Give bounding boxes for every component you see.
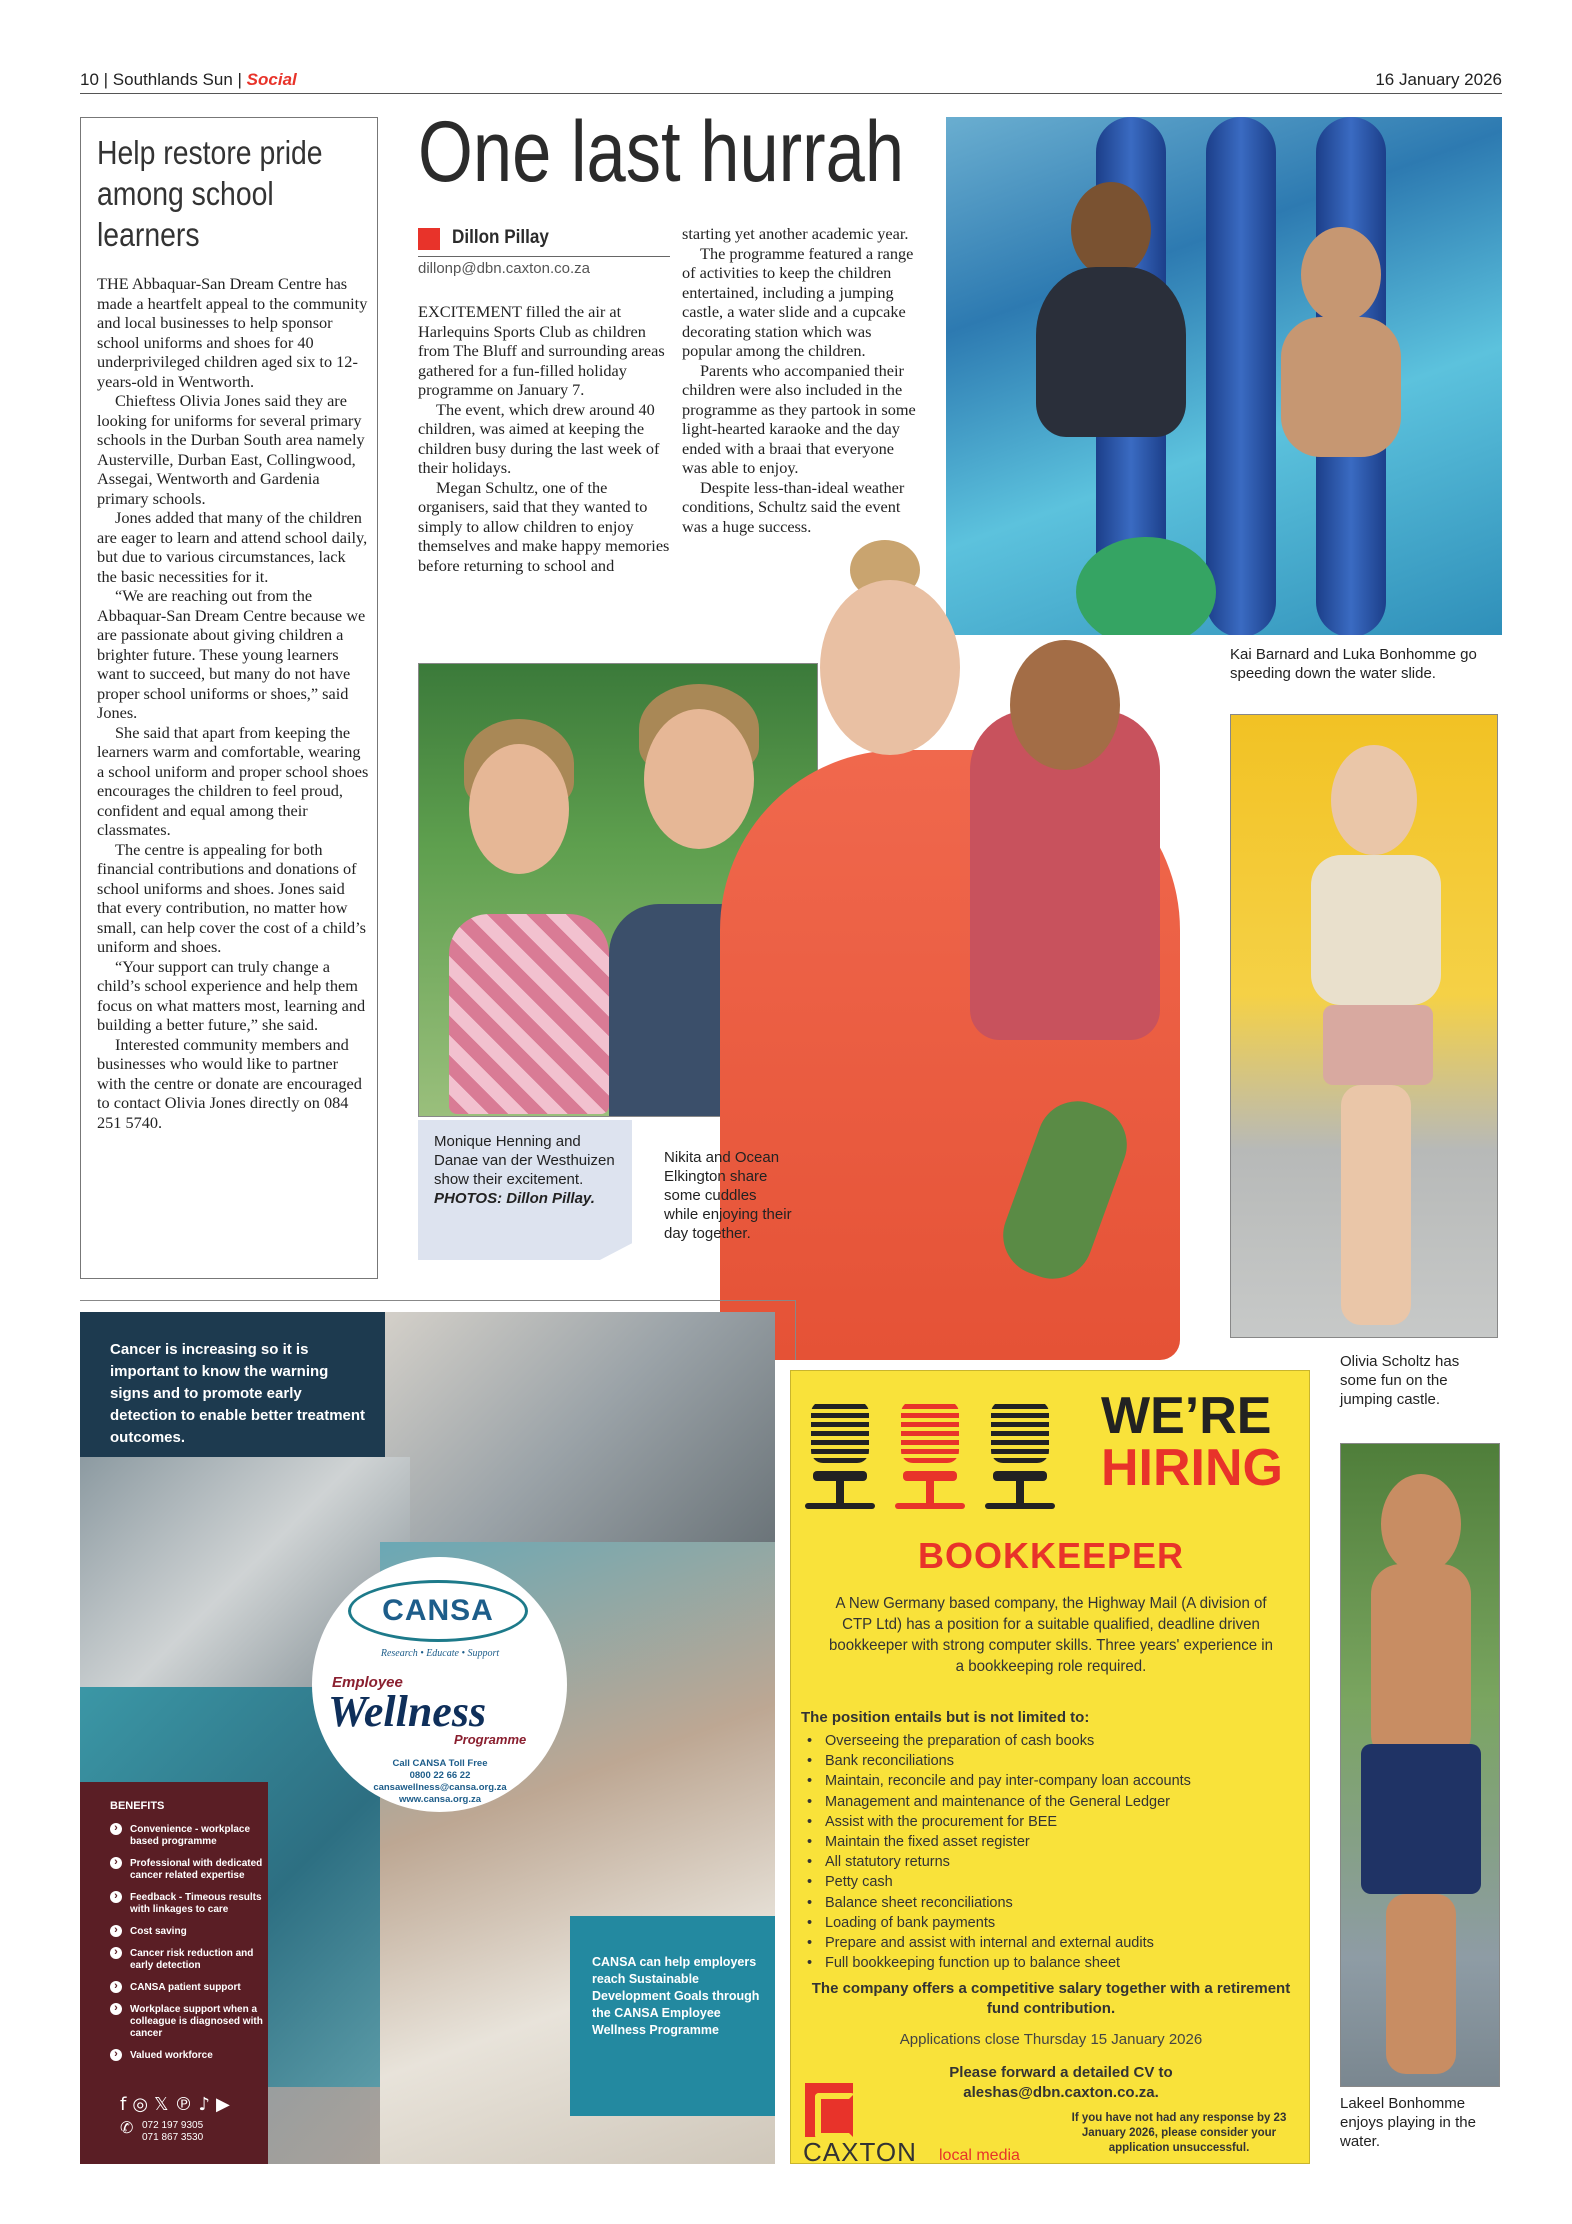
benefit-item: › CANSA patient support [110, 1982, 265, 1994]
hiring-headline-1: WE’RE [1101, 1387, 1272, 1445]
jumping-castle-photo [1230, 714, 1498, 1338]
whatsapp-numbers [120, 2120, 240, 2144]
shorts [1361, 1744, 1481, 1894]
contact-web[interactable]: www.cansa.org.za [398, 1794, 481, 1805]
call-label: Call CANSA Toll Free [392, 1758, 488, 1769]
benefits-title: BENEFITS [110, 1800, 165, 1812]
duties-list [805, 1731, 1285, 1973]
girl-face [469, 744, 569, 874]
job-title: BOOKKEEPER [917, 1535, 1185, 1576]
programme-label: Programme [454, 1732, 527, 1747]
child-face [1010, 640, 1120, 770]
duty-item: • All statutory returns [805, 1852, 1285, 1872]
duties-title: The position entails but is not limited to: [801, 1709, 1090, 1726]
hiring-advert [790, 1370, 1310, 2167]
caption-girls [434, 1132, 624, 1208]
duty-item: • Loading of bank payments [805, 1913, 1285, 1933]
main-article-paragraph: starting yet another academic year. [682, 224, 909, 243]
main-article-paragraph: The programme featured a range of activities to keep the children entertained, including a jumping castle, a water slide and a cupcake decorating station which was popular among the children. [682, 243, 914, 360]
brand-subtitle: local media [939, 2147, 1020, 2164]
side-article-body [97, 274, 369, 1132]
header-divider [80, 93, 1502, 94]
benefit-item: › Professional with dedicated cancer related expertise [110, 1858, 265, 1882]
shorts [1323, 1005, 1433, 1085]
hiring-headline-2: HIRING [1101, 1439, 1283, 1497]
side-article-title: Help restore pride among school learners [97, 134, 323, 253]
contact-email[interactable]: cansawellness@cansa.org.za [373, 1782, 507, 1793]
byline-marker [418, 228, 440, 250]
side-article-paragraph: “Your support can truly change a child’s school experience and help them focus on what matters most, learning and building a better future,” she said. [97, 956, 366, 1034]
duty-item: • Maintain, reconcile and pay inter-company loan accounts [805, 1771, 1285, 1791]
duty-item: • Assist with the procurement for BEE [805, 1812, 1285, 1832]
duty-item: • Bank reconciliations [805, 1751, 1285, 1771]
no-response-note: If you have not had any response by 23 January 2026, please consider your application unsuccessful. [1071, 2112, 1287, 2154]
cansa-contact [320, 1758, 560, 1806]
benefit-item: › Cost saving [110, 1926, 265, 1938]
child-body [1281, 317, 1401, 457]
closing-date: Applications close Thursday 15 January 2026 [899, 2031, 1203, 2048]
child-head [1301, 227, 1381, 322]
benefit-item: › Cancer risk reduction and early detection [110, 1948, 265, 1972]
cansa-advert [80, 1312, 775, 2164]
brand-name: CAXTON [803, 2137, 917, 2167]
main-article-column-2 [682, 224, 922, 536]
cansa-tagline: Research • Educate • Support [380, 1648, 500, 1659]
duty-item: • Management and maintenance of the General Ledger [805, 1792, 1285, 1812]
main-article-paragraph: Despite less-than-ideal weather conditions, Schultz said the event was a huge success. [682, 477, 905, 536]
side-article-paragraph: She said that apart from keeping the learners warm and comfortable, wearing a school uniform and proper school shoes encourages the children to feel proud, confident and equal among their classmates. [97, 722, 369, 839]
ad-photo [385, 1312, 775, 1542]
salary-offer: The company offers a competitive salary together with a retirement fund contribution. [811, 1980, 1291, 2017]
caption-kai-luka: Kai Barnard and Luka Bonhomme go speeding down the water slide. [1230, 646, 1477, 682]
legs [1386, 1894, 1456, 2074]
child-head [1071, 182, 1151, 277]
social-media-icons[interactable]: f◎𝕏℗♪▶ [120, 2094, 236, 2115]
photo-credit: PHOTOS: Dillon Pillay. [434, 1190, 595, 1207]
apply-instructions[interactable]: Please forward a detailed CV to aleshas@dbn.caxton.co.za. [949, 2064, 1173, 2101]
main-article-paragraph: The event, which drew around 40 children, was aimed at keeping the children busy during the last week of their holidays. [418, 399, 660, 477]
main-article-paragraph: Parents who accompanied their children were also included in the programme as they partook in some light-hearted karaoke and the day ended with a braai that everyone was able to enjoy. [682, 360, 916, 477]
side-article-paragraph: The centre is appealing for both financial contributions and donations of school uniforms and shoes. Jones said that every contribution, no matter how small, can help cover the cost of a child’s uniform and shoes. [97, 839, 367, 956]
duty-item: • Petty cash [805, 1872, 1285, 1892]
section-label: Social [246, 70, 297, 89]
child-head [1381, 1474, 1461, 1574]
sdg-text: CANSA can help employers reach Sustainable Development Goals through the CANSA Employee Wellness Programme [592, 1955, 760, 2037]
page-header-info [80, 70, 297, 90]
side-article-paragraph: “We are reaching out from the Abbaquar-San Dream Centre because we are passionate about giving children a brighter future. These young learners want to succeed, but many do not have proper school uniforms or shoes,” said Jones. [97, 586, 366, 722]
wetsuit [1036, 267, 1186, 437]
benefit-item: › Workplace support when a colleague is diagnosed with cancer [110, 2004, 265, 2040]
office-chair-icon [801, 1401, 879, 1521]
programme-wellness: Wellness [328, 1687, 487, 1736]
section-divider [80, 1300, 795, 1301]
swimsuit [449, 914, 609, 1114]
legs [1341, 1085, 1411, 1325]
programme-employee: Employee [332, 1674, 403, 1691]
page-info: 10 | Southlands Sun | [80, 70, 247, 89]
duty-item: • Balance sheet reconciliations [805, 1893, 1285, 1913]
job-intro: A New Germany based company, the Highway Mail (A division of CTP Ltd) has a position for a suitable qualified, deadline driven bookkeeper with strong computer skills. Three years' experience in a bookkeeping role required. [828, 1595, 1273, 1675]
duty-item: • Overseeing the preparation of cash books [805, 1731, 1285, 1751]
page-date: 16 January 2026 [1375, 70, 1502, 89]
office-chair-icon [891, 1401, 969, 1521]
office-chair-icon [981, 1401, 1059, 1521]
call-number[interactable]: 0800 22 66 22 [409, 1770, 471, 1781]
cansa-logo: CANSA [348, 1580, 528, 1642]
side-article-paragraph: THE Abbaquar-San Dream Centre has made a heartfelt appeal to the community and local businesses to help sponsor school uniforms and shoes for 40 underprivileged children aged six to 12-years-old in Wentworth. [97, 274, 368, 391]
child-head [1331, 745, 1417, 855]
caption-lakeel: Lakeel Bonhomme enjoys playing in the water. [1340, 2095, 1476, 2150]
duty-item: • Full bookkeeping function up to balance sheet [805, 1953, 1285, 1973]
main-article-column-1 [418, 302, 670, 575]
side-article-paragraph: Chieftess Olivia Jones said they are looking for uniforms for several primary schools in the Durban South area namely Austerville, Durban East, Collingwood, Assegai, Wentworth and Gardenia primary schools. [97, 391, 365, 508]
mother-face [820, 580, 960, 755]
cansa-intro: Cancer is increasing so it is important to know the warning signs and to promote early detection to enable better treatment outcomes. [110, 1341, 366, 1446]
main-headline: One last hurrah [418, 104, 905, 200]
main-article-paragraph: EXCITEMENT filled the air at Harlequins Sports Club as children from The Bluff and surrounding areas gathered for a fun-filled holiday programme on January 7. [418, 302, 665, 399]
caxton-logo-icon [805, 2083, 853, 2137]
benefit-item: › Valued workforce [110, 2050, 265, 2062]
caption-nikita: Nikita and Ocean Elkington share some cuddles while enjoying their day together. [664, 1149, 792, 1242]
side-article-paragraph: Jones added that many of the children are eager to learn and attend school daily, but due to various circumstances, lack the basic necessities for it. [97, 508, 368, 586]
caption-girls-text: Monique Henning and Danae van der Westhuizen show their excitement. [434, 1133, 615, 1188]
water-play-photo [1340, 1443, 1500, 2087]
benefits-list [110, 1824, 265, 2072]
duty-item: • Maintain the fixed asset register [805, 1832, 1285, 1852]
byline-author: Dillon Pillay [452, 227, 549, 248]
byline-divider [418, 256, 670, 257]
whatsapp-number[interactable]: 071 867 3530 [142, 2132, 204, 2143]
author-email[interactable]: dillonp@dbn.caxton.co.za [418, 260, 591, 277]
side-article-paragraph: Interested community members and businesses who would like to partner with the centre or donate are encouraged to contact Olivia Jones directly on 084 251 5740. [97, 1034, 362, 1132]
section-divider [795, 1300, 796, 1360]
shirt [1311, 855, 1441, 1005]
duty-item: • Prepare and assist with internal and external audits [805, 1933, 1285, 1953]
child-body [1371, 1564, 1471, 1764]
main-article-paragraph: Megan Schultz, one of the organisers, said that they wanted to simply to allow children to enjoy themselves and make happy memories before returning to school and [418, 477, 670, 575]
benefit-item: › Feedback - Timeous results with linkages to care [110, 1892, 265, 1916]
whatsapp-number[interactable]: ✆ 072 197 9305 [142, 2120, 204, 2131]
caption-olivia: Olivia Scholtz has some fun on the jumping castle. [1340, 1353, 1460, 1408]
side-article [80, 117, 378, 1279]
benefit-item: › Convenience - workplace based programme [110, 1824, 265, 1848]
